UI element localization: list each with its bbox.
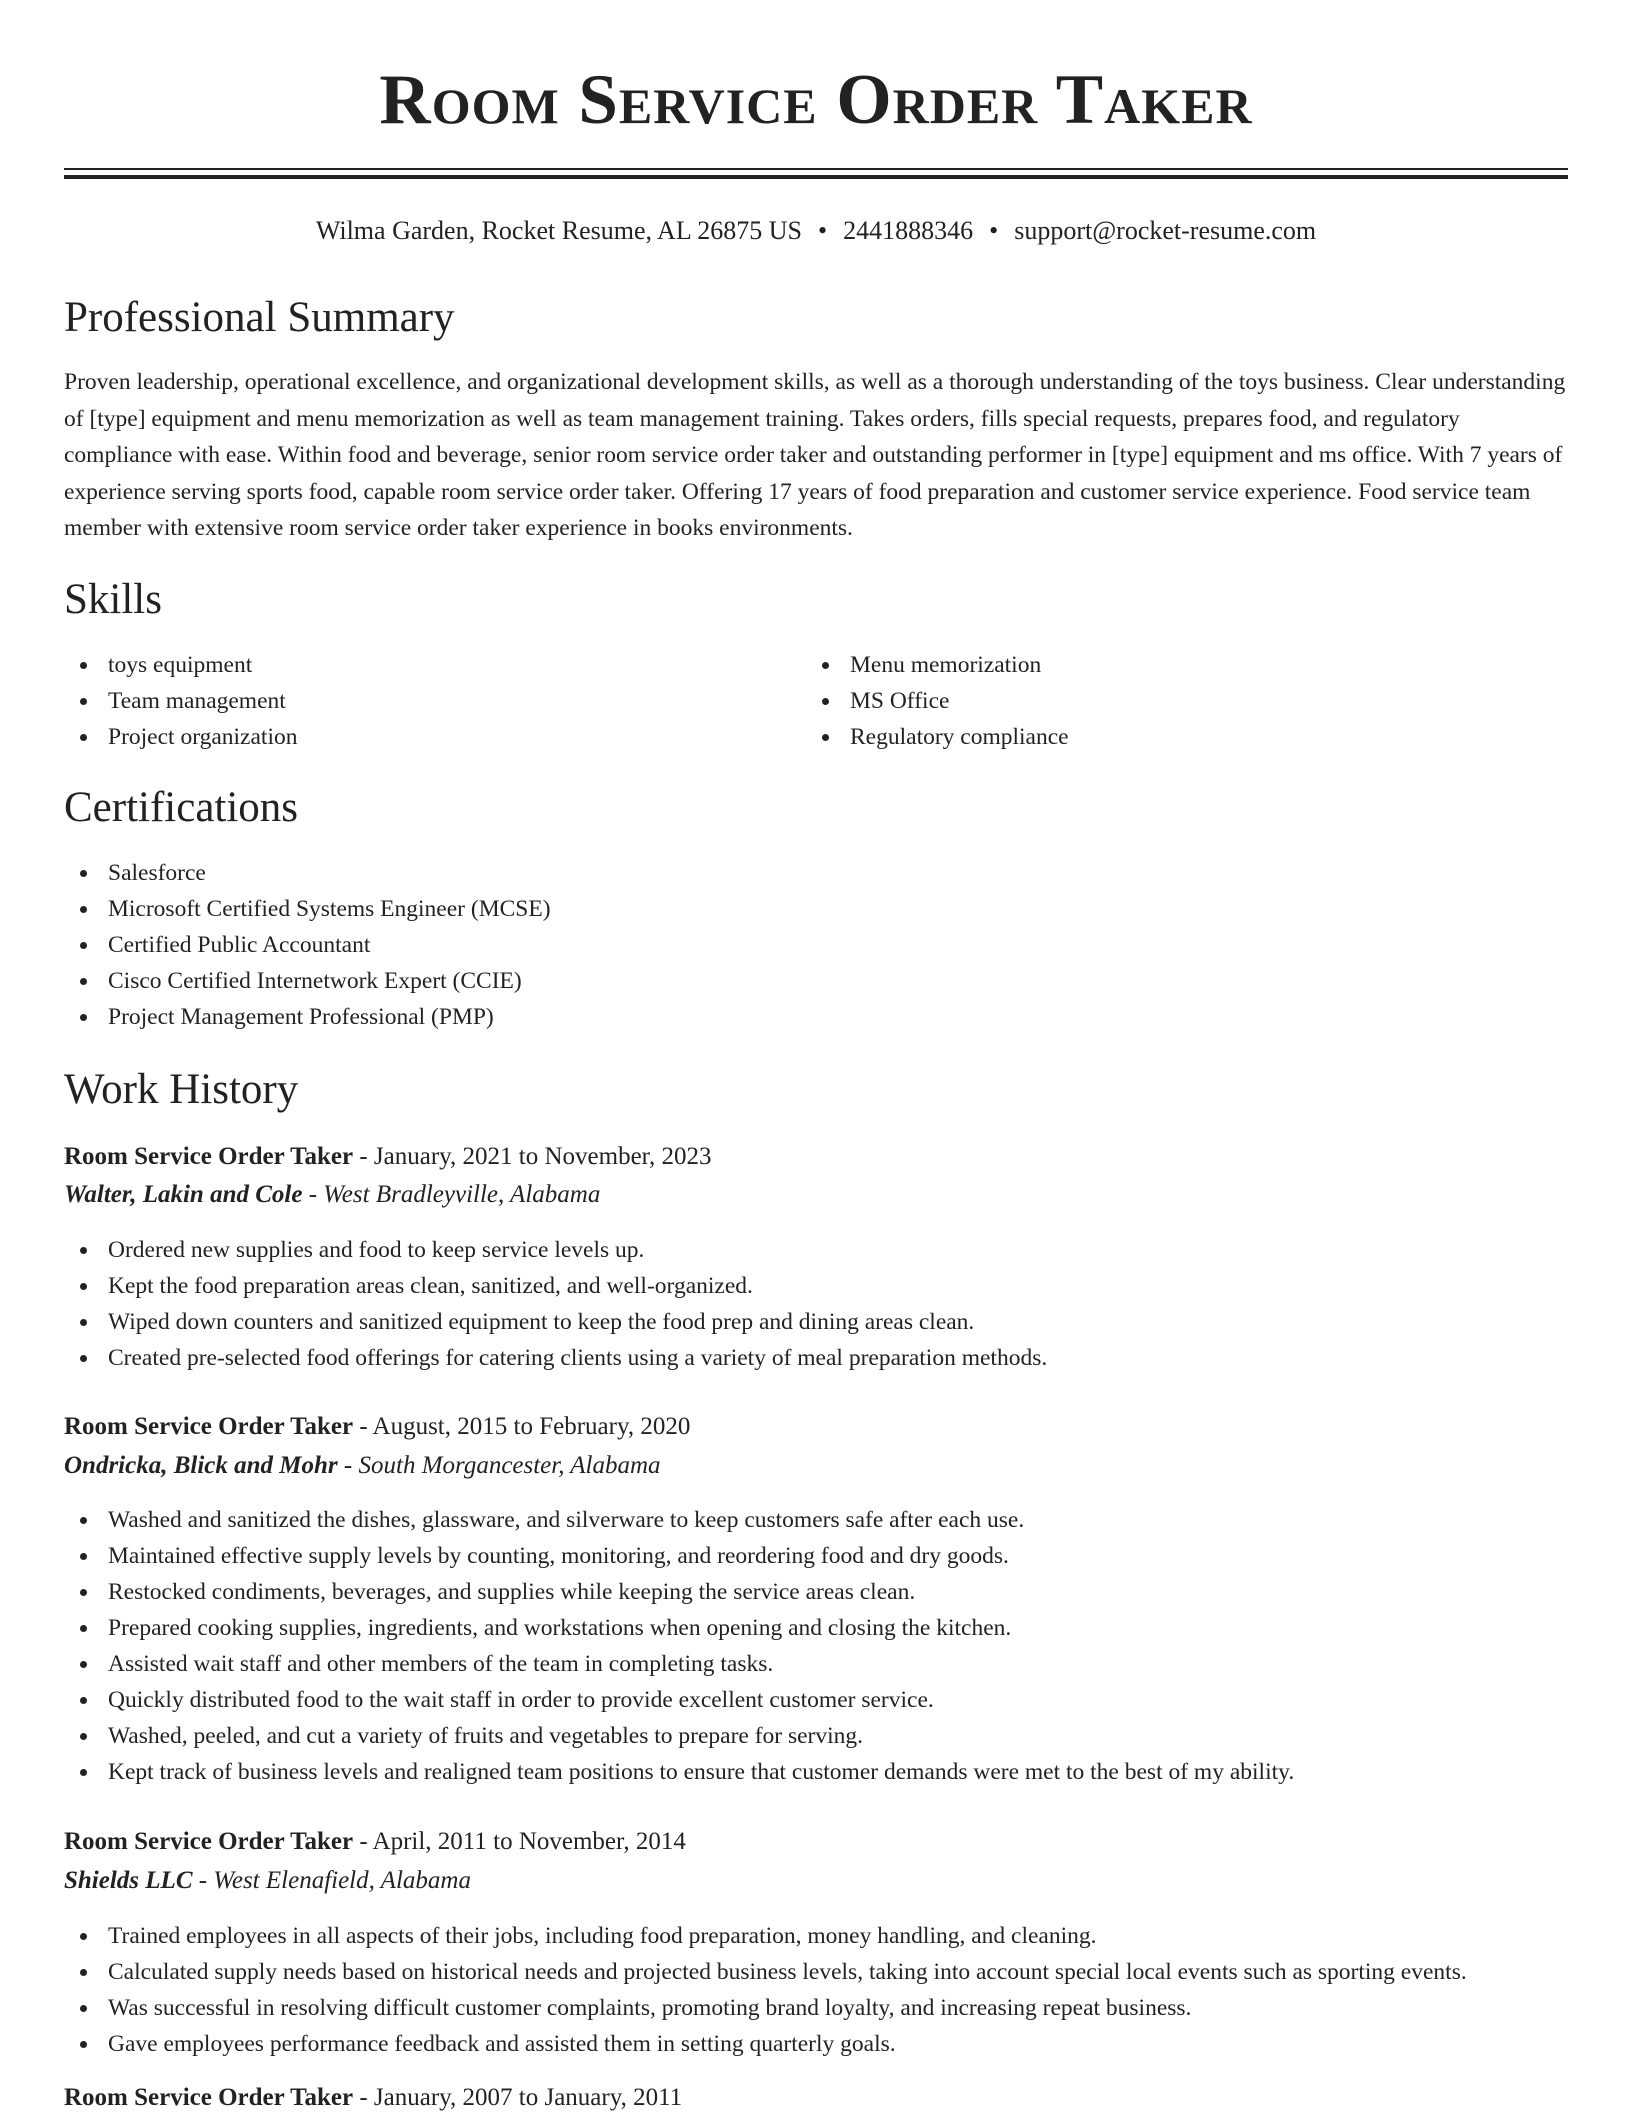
job-bullet: Gave employees performance feedback and assisted them in setting quarterly goals. (64, 2026, 1467, 2062)
skill-item: Team management (64, 683, 297, 719)
job-bullet: Prepared cooking supplies, ingredients, and workstations when opening and closing the kitchen. (64, 1610, 1294, 1646)
skills-list-left (64, 647, 297, 755)
job-dates: - January, 2007 to January, 2011 (353, 2084, 683, 2111)
contact-address: Wilma Garden, Rocket Resume, AL 26875 US (315, 216, 802, 245)
job-title-line (64, 1409, 690, 1445)
job-bullet: Maintained effective supply levels by counting, monitoring, and reordering food and dry goods. (64, 1538, 1294, 1574)
job-bullet: Restocked condiments, beverages, and supplies while keeping the service areas clean. (64, 1574, 1294, 1610)
job-title-line (64, 1824, 686, 1860)
job-bullet: Ordered new supplies and food to keep service levels up. (64, 1232, 1047, 1268)
certification-item: Cisco Certified Internetwork Expert (CCIE) (64, 963, 551, 999)
summary-heading: Professional Summary (64, 294, 455, 341)
job-company-line (64, 1448, 661, 1484)
job-dates: - January, 2021 to November, 2023 (353, 1143, 712, 1170)
job-company: Ondricka, Blick and Mohr (64, 1452, 338, 1479)
header-divider-thin (64, 168, 1568, 170)
job-bullets (64, 1918, 1467, 2062)
skill-item: Project organization (64, 719, 297, 755)
skill-item: Menu memorization (806, 647, 1069, 683)
skill-item: Regulatory compliance (806, 719, 1069, 755)
job-title-line (64, 1139, 712, 1175)
certifications-heading: Certifications (64, 784, 299, 831)
job-bullets (64, 1232, 1047, 1376)
contact-separator: • (818, 216, 828, 245)
skill-item: MS Office (806, 683, 1069, 719)
job-company-line (64, 1863, 471, 1899)
skills-list-right (806, 647, 1069, 755)
job-location: - West Elenafield, Alabama (192, 1867, 471, 1894)
job-title: Room Service Order Taker (64, 1143, 354, 1170)
job-bullet: Calculated supply needs based on historical needs and projected business levels, taking into account special local events such as sporting events. (64, 1954, 1467, 1990)
summary-text: Proven leadership, operational excellence, and organizational development skills, as well as a thorough understanding of the toys business. Clear understanding of [type] equipment and menu memorization as well as team management training. Takes orders, fills special requests, prepares food, and regulatory compliance with ease. Within food and beverage, senior room service order taker and outstanding performer in [type] equipment and ms office. With 7 years of experience serving sports food, capable room service order taker. Offering 17 years of food preparation and customer service experience. Food service team member with extensive room service order taker experience in books environments. (64, 369, 1566, 541)
job-bullet: Kept track of business levels and realigned team positions to ensure that customer demands were met to the best of my ability. (64, 1754, 1294, 1790)
job-bullet: Wiped down counters and sanitized equipment to keep the food prep and dining areas clean. (64, 1304, 1047, 1340)
job-dates: - April, 2011 to November, 2014 (353, 1828, 686, 1855)
job-bullet: Washed, peeled, and cut a variety of fruits and vegetables to prepare for serving. (64, 1718, 1294, 1754)
job-title: Room Service Order Taker (64, 2084, 354, 2111)
certifications-list (64, 855, 551, 1035)
skills-heading: Skills (64, 576, 162, 623)
resume-name: Room Service Order Taker (379, 61, 1253, 139)
job-title-line (64, 2080, 682, 2112)
work-history-heading: Work History (64, 1066, 299, 1113)
job-title: Room Service Order Taker (64, 1828, 354, 1855)
job-bullet: Assisted wait staff and other members of the team in completing tasks. (64, 1646, 1294, 1682)
contact-email: support@rocket-resume.com (1014, 216, 1317, 245)
job-title: Room Service Order Taker (64, 1413, 354, 1440)
job-location: - West Bradleyville, Alabama (302, 1181, 601, 1208)
job-bullet: Was successful in resolving difficult customer complaints, promoting brand loyalty, and increasing repeat business. (64, 1990, 1467, 2026)
job-dates: - August, 2015 to February, 2020 (353, 1413, 691, 1440)
job-bullets (64, 1502, 1294, 1790)
certification-item: Project Management Professional (PMP) (64, 999, 551, 1035)
contact-phone: 2441888346 (843, 216, 974, 245)
contact-line (0, 214, 1632, 248)
header-divider-thick (64, 175, 1568, 179)
job-bullet: Quickly distributed food to the wait staff in order to provide excellent customer service. (64, 1682, 1294, 1718)
job-company: Walter, Lakin and Cole (64, 1181, 303, 1208)
job-company-line (64, 1177, 600, 1213)
certification-item: Microsoft Certified Systems Engineer (MCSE) (64, 891, 551, 927)
job-bullet: Kept the food preparation areas clean, sanitized, and well-organized. (64, 1268, 1047, 1304)
job-location: - South Morgancester, Alabama (337, 1452, 661, 1479)
job-bullet: Trained employees in all aspects of their jobs, including food preparation, money handling, and cleaning. (64, 1918, 1467, 1954)
job-company: Shields LLC (64, 1867, 193, 1894)
contact-separator: • (989, 216, 999, 245)
certification-item: Certified Public Accountant (64, 927, 551, 963)
job-bullet: Washed and sanitized the dishes, glassware, and silverware to keep customers safe after each use. (64, 1502, 1294, 1538)
job-bullet: Created pre-selected food offerings for catering clients using a variety of meal preparation methods. (64, 1340, 1047, 1376)
certification-item: Salesforce (64, 855, 551, 891)
skill-item: toys equipment (64, 647, 297, 683)
